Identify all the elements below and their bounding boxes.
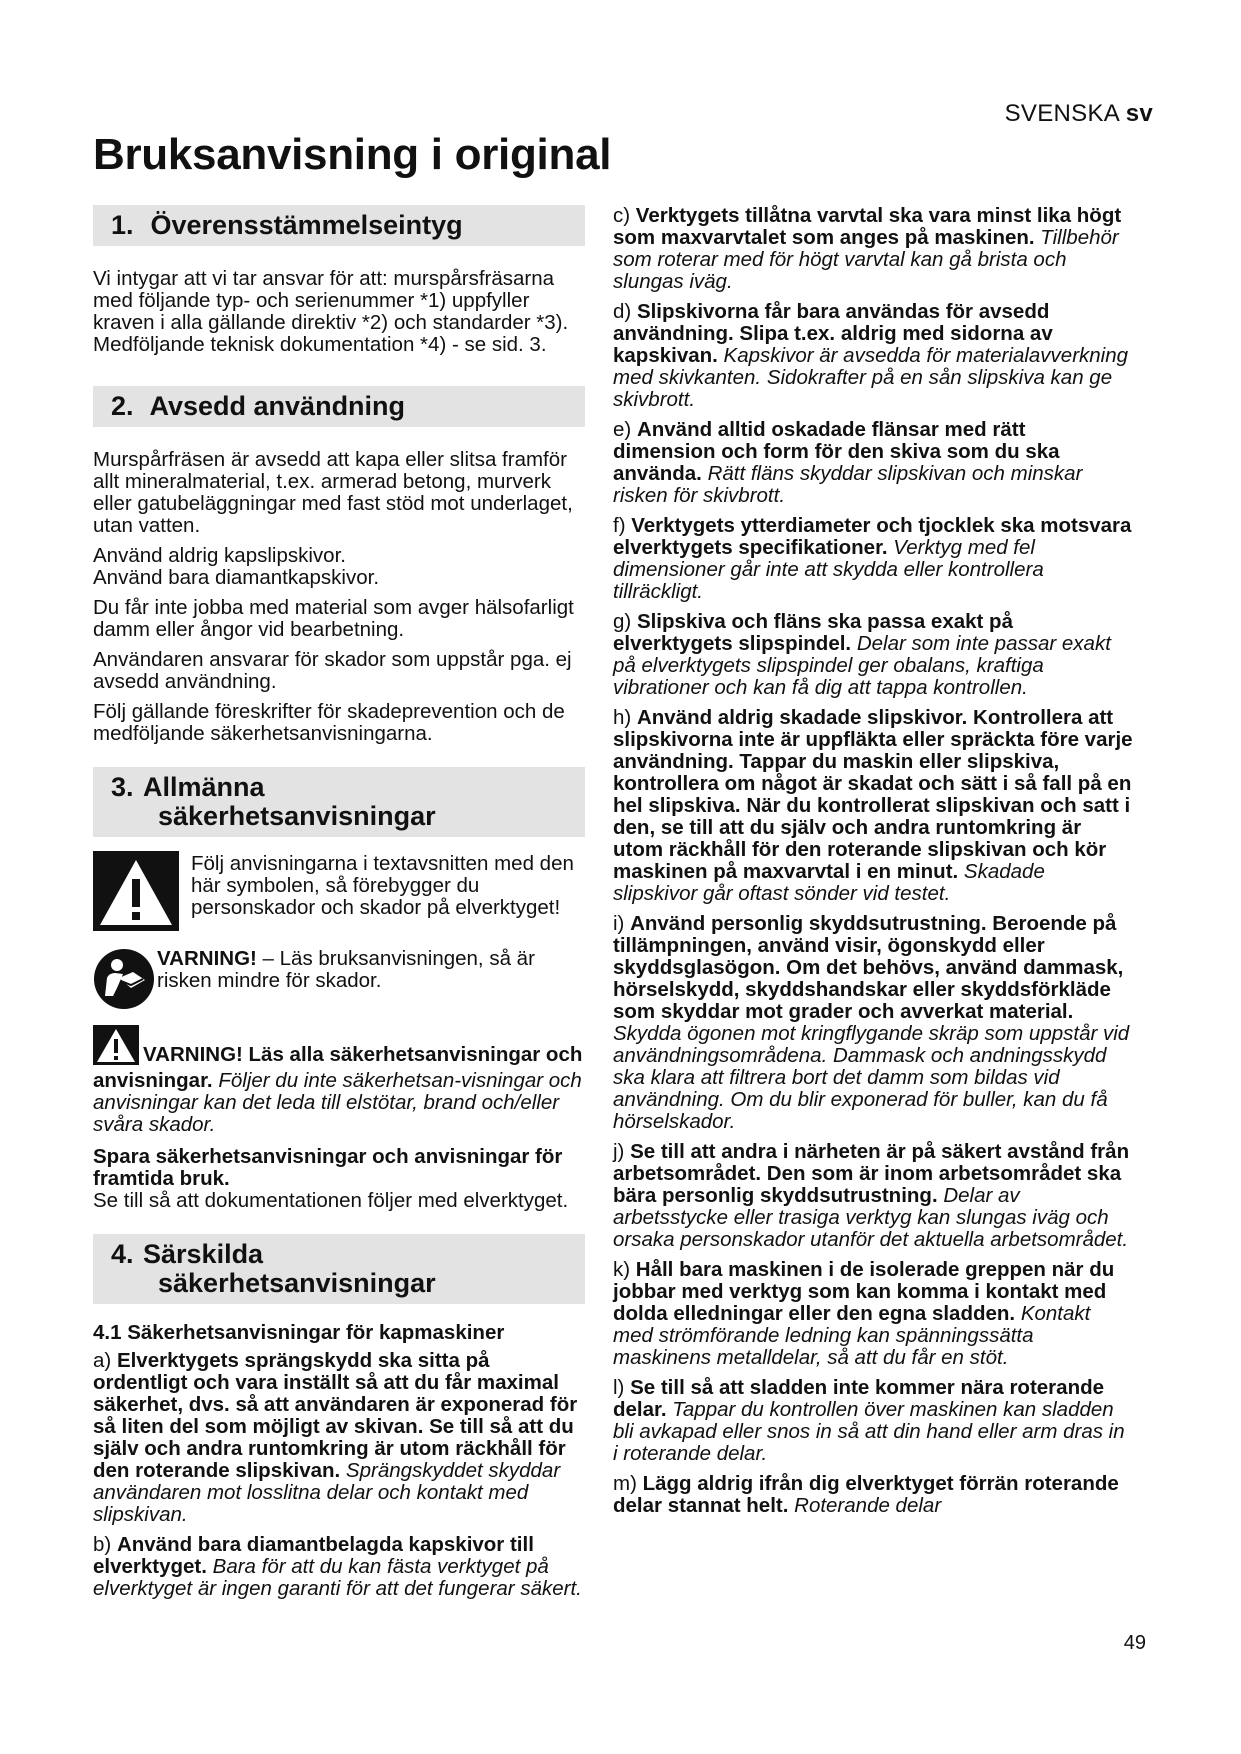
section-title: Avsedd användning <box>149 391 406 421</box>
general-warning-italic: Följer du inte säkerhetsan-visningar och anvisningar kan det leda till elstötar, brand och/eller svåra skador. <box>93 1069 582 1136</box>
declaration-text: Vi intygar att vi tar ansvar för att: murspårsfräsarna med följande typ- och serienummer *1) uppfyller kraven i alla gällande direktiv *2) och standarder *3). Medföljande teknisk dokumentation *4) - se sid. 3. <box>93 267 569 356</box>
item-italic: Tillbehör som roterar med för högt varvtal kan gå brista och slungas iväg. <box>613 226 1119 293</box>
item-bold: Använd personlig skyddsutrustning. Beroende på tillämpningen, använd visir, ögonskydd eller skyddsglasögon. Om det behövs, använd dammask, hörselskydd, skyddshandskar eller skyddsförkläde som skyddar mot grader och avverkat material. <box>613 912 1124 1023</box>
read-manual-warning <box>93 948 585 1015</box>
list-item <box>613 205 1133 293</box>
save-instructions <box>93 1146 585 1212</box>
intended-use-p2 <box>93 545 585 589</box>
section-title-line2: säkerhetsanvisningar <box>158 1268 436 1298</box>
list-item <box>613 1141 1133 1251</box>
item-italic: Delar av arbetsstycke eller trasiga verktyg kan slungas iväg och orsaka personskador utanför det aktuella arbetsområdet. <box>613 1184 1129 1251</box>
intended-use-p4: Användaren ansvarar för skador som uppstår pga. ej avsedd användning. <box>93 648 572 693</box>
read-manual-text <box>157 948 585 992</box>
list-item <box>93 1350 585 1526</box>
list-item <box>613 419 1133 507</box>
symbol-note-text: Följ anvisningarna i textavsnitten med den här symbolen, så förebygger du personskador och skador på elverktyget! <box>191 852 574 919</box>
page-title: Bruksanvisning i original <box>93 130 612 179</box>
language-code: sv <box>1125 100 1153 127</box>
intended-use-p2a: Använd aldrig kapslipskivor. <box>93 544 346 567</box>
item-label: k) <box>613 1258 636 1281</box>
section-number: 3. <box>111 772 134 802</box>
item-italic: Roterande delar <box>788 1494 942 1517</box>
item-bold: Lägg aldrig ifrån dig elverktyget förrän roterande delar stannat helt. <box>613 1472 1119 1517</box>
section-title: Överensstämmelseintyg <box>150 210 463 240</box>
section-number: 4. <box>111 1239 134 1269</box>
item-italic: Sprängskyddet skyddar användaren mot losslitna delar och kontakt med slipskivan. <box>93 1459 561 1526</box>
item-label: i) <box>613 912 631 935</box>
section-4-heading <box>93 1234 585 1304</box>
warning-triangle-icon <box>93 851 179 936</box>
item-bold: Se till så att sladden inte kommer nära roterande delar. <box>613 1376 1105 1421</box>
section-2-heading <box>93 386 585 427</box>
small-warning-icon <box>93 1025 139 1070</box>
item-bold: Verktygets ytterdiameter och tjocklek ska motsvara elverktygets specifikationer. <box>613 514 1132 559</box>
item-bold: Se till att andra i närheten är på säkert avstånd från arbetsområdet. Den som är inom arbetsområdet ska bära personlig skyddsutrustning. <box>613 1140 1130 1207</box>
item-bold: Använd aldrig skadade slipskivor. Kontrollera att slipskivorna inte är uppfläkta eller spräckta före varje användning. Tappar du maskin eller slipskiva, kontrollera om något är skadat och sätt i så fall på en hel slipskiva. När du kontrollerat slipskivan och satt i den, se till att du själv och andra runtomkring är utom räckhåll för den roterande slipskivan och kör maskinen på maxvarvtal i en minut. <box>613 706 1133 883</box>
warning-text: – Läs bruksanvisningen, så är risken mindre för skador. <box>157 947 535 992</box>
item-bold: Håll bara maskinen i de isolerade greppen när du jobbar med verktyg som kan komma i kontakt med dolda elledningar eller den egna sladden. <box>613 1258 1115 1325</box>
section-title-line2: säkerhetsanvisningar <box>158 801 436 831</box>
left-column <box>93 205 585 1608</box>
item-label: e) <box>613 418 637 441</box>
general-warning-bold: VARNING! Läs alla säkerhetsanvisningar och anvisningar. <box>93 1043 583 1092</box>
item-italic: Bara för att du kan fästa verktyget på elverktyget är ingen garanti för att det fungerar säkert. <box>93 1555 582 1600</box>
item-label: j) <box>613 1140 631 1163</box>
section-number: 1. <box>111 210 134 240</box>
list-item <box>613 611 1133 699</box>
warning-label: VARNING! <box>157 947 257 970</box>
right-column <box>613 205 1133 1525</box>
item-bold: Använd bara diamantbelagda kapskivor till elverktyget. <box>93 1533 534 1578</box>
language-name: SVENSKA <box>1004 100 1119 127</box>
item-label: g) <box>613 610 637 633</box>
section-title-line1: Särskilda <box>143 1239 264 1269</box>
item-italic: Rätt fläns skyddar slipskivan och minskar risken för skivbrott. <box>613 462 1083 507</box>
item-italic: Skydda ögonen mot kringflygande skräp som uppstår vid användningsområdena. Dammask och andningsskydd ska klara att filtrera bort det damm som bildas vid användning. Om du blir exponerad för buller, kan du få hörselskador. <box>613 1022 1130 1133</box>
list-item <box>613 1377 1133 1465</box>
item-italic: Delar som inte passar exakt på elverktygets slipspindel ger obalans, kraftiga vibrationer och kan få dig att tappa kontrollen. <box>613 632 1111 699</box>
symbol-note <box>93 851 585 936</box>
intended-use-p5: Följ gällande föreskrifter för skadeprevention och de medföljande säkerhetsanvisningarna. <box>93 700 565 745</box>
item-bold: Slipskivorna får bara användas för avsedd användning. Slipa t.ex. aldrig med sidorna av kapskivan. <box>613 300 1053 367</box>
intended-use-p1: Murspårfräsen är avsedd att kapa eller slitsa framför allt mineralmaterial, t.ex. armerad betong, murverk eller gatubeläggningar med fast stöd mot underlaget, utan vatten. <box>93 448 573 537</box>
list-item <box>613 301 1133 411</box>
list-item <box>613 515 1133 603</box>
read-manual-icon <box>93 948 155 1015</box>
subsection-4-1-title: 4.1 Säkerhetsanvisningar för kapmaskiner <box>93 1321 505 1344</box>
save-instructions-bold: Spara säkerhetsanvisningar och anvisningar för framtida bruk. <box>93 1145 563 1190</box>
item-label: l) <box>613 1376 631 1399</box>
item-label: m) <box>613 1472 643 1495</box>
item-italic: Kapskivor är avsedda för materialavverkning med skivkanten. Sidokrafter på en sån slipskiva kan ge skivbrott. <box>613 344 1129 411</box>
section-3-heading <box>93 767 585 837</box>
list-item <box>613 1473 1133 1517</box>
item-label: f) <box>613 514 632 537</box>
section-title-line1: Allmänna <box>143 772 265 802</box>
item-bold: Verktygets tillåtna varvtal ska vara minst lika högt som maxvarvtalet som anges på maskinen. <box>613 204 1122 249</box>
item-bold: Elverktygets sprängskydd ska sitta på ordentligt och vara inställt så att du får maximal säkerhet, dvs. så att användaren är exponerad för så liten del som möjligt av skivan. Se till så att du själv och andra runtomkring är utom räckhåll för den roterande slipskivan. <box>93 1349 578 1482</box>
item-label: c) <box>613 204 636 227</box>
intended-use-p3: Du får inte jobba med material som avger hälsofarligt damm eller ångor vid bearbetning. <box>93 596 574 641</box>
general-warning <box>93 1025 585 1136</box>
item-italic: Skadade slipskivor går oftast sönder vid testet. <box>613 860 1045 905</box>
list-item <box>613 707 1133 905</box>
item-italic: Verktyg med fel dimensioner går inte att skydda eller kontrollera tillräckligt. <box>613 536 1044 603</box>
list-item <box>613 1259 1133 1369</box>
item-label: d) <box>613 300 637 323</box>
item-bold: Använd alltid oskadade flänsar med rätt dimension och form för den skiva som du ska använda. <box>613 418 1060 485</box>
intended-use-p2b: Använd bara diamantkapskivor. <box>93 566 380 589</box>
item-bold: Slipskiva och fläns ska passa exakt på elverktygets slipspindel. <box>613 610 1013 655</box>
section-number: 2. <box>111 391 134 421</box>
item-italic: Tappar du kontrollen över maskinen kan sladden bli avkapad eller snos in så att din hand eller arm dras in i roterande delar. <box>613 1398 1125 1465</box>
item-label: h) <box>613 706 637 729</box>
list-item <box>613 913 1133 1133</box>
item-label: b) <box>93 1533 117 1556</box>
item-label: a) <box>93 1349 117 1372</box>
save-instructions-text: Se till så att dokumentationen följer med elverktyget. <box>93 1189 569 1212</box>
section-1-heading <box>93 205 585 246</box>
item-italic: Kontakt med strömförande ledning kan spänningssätta maskinens metalldelar, så att du får en stöt. <box>613 1302 1091 1369</box>
page-number: 49 <box>1123 1632 1146 1654</box>
language-label <box>1005 100 1153 128</box>
list-item <box>93 1534 585 1600</box>
